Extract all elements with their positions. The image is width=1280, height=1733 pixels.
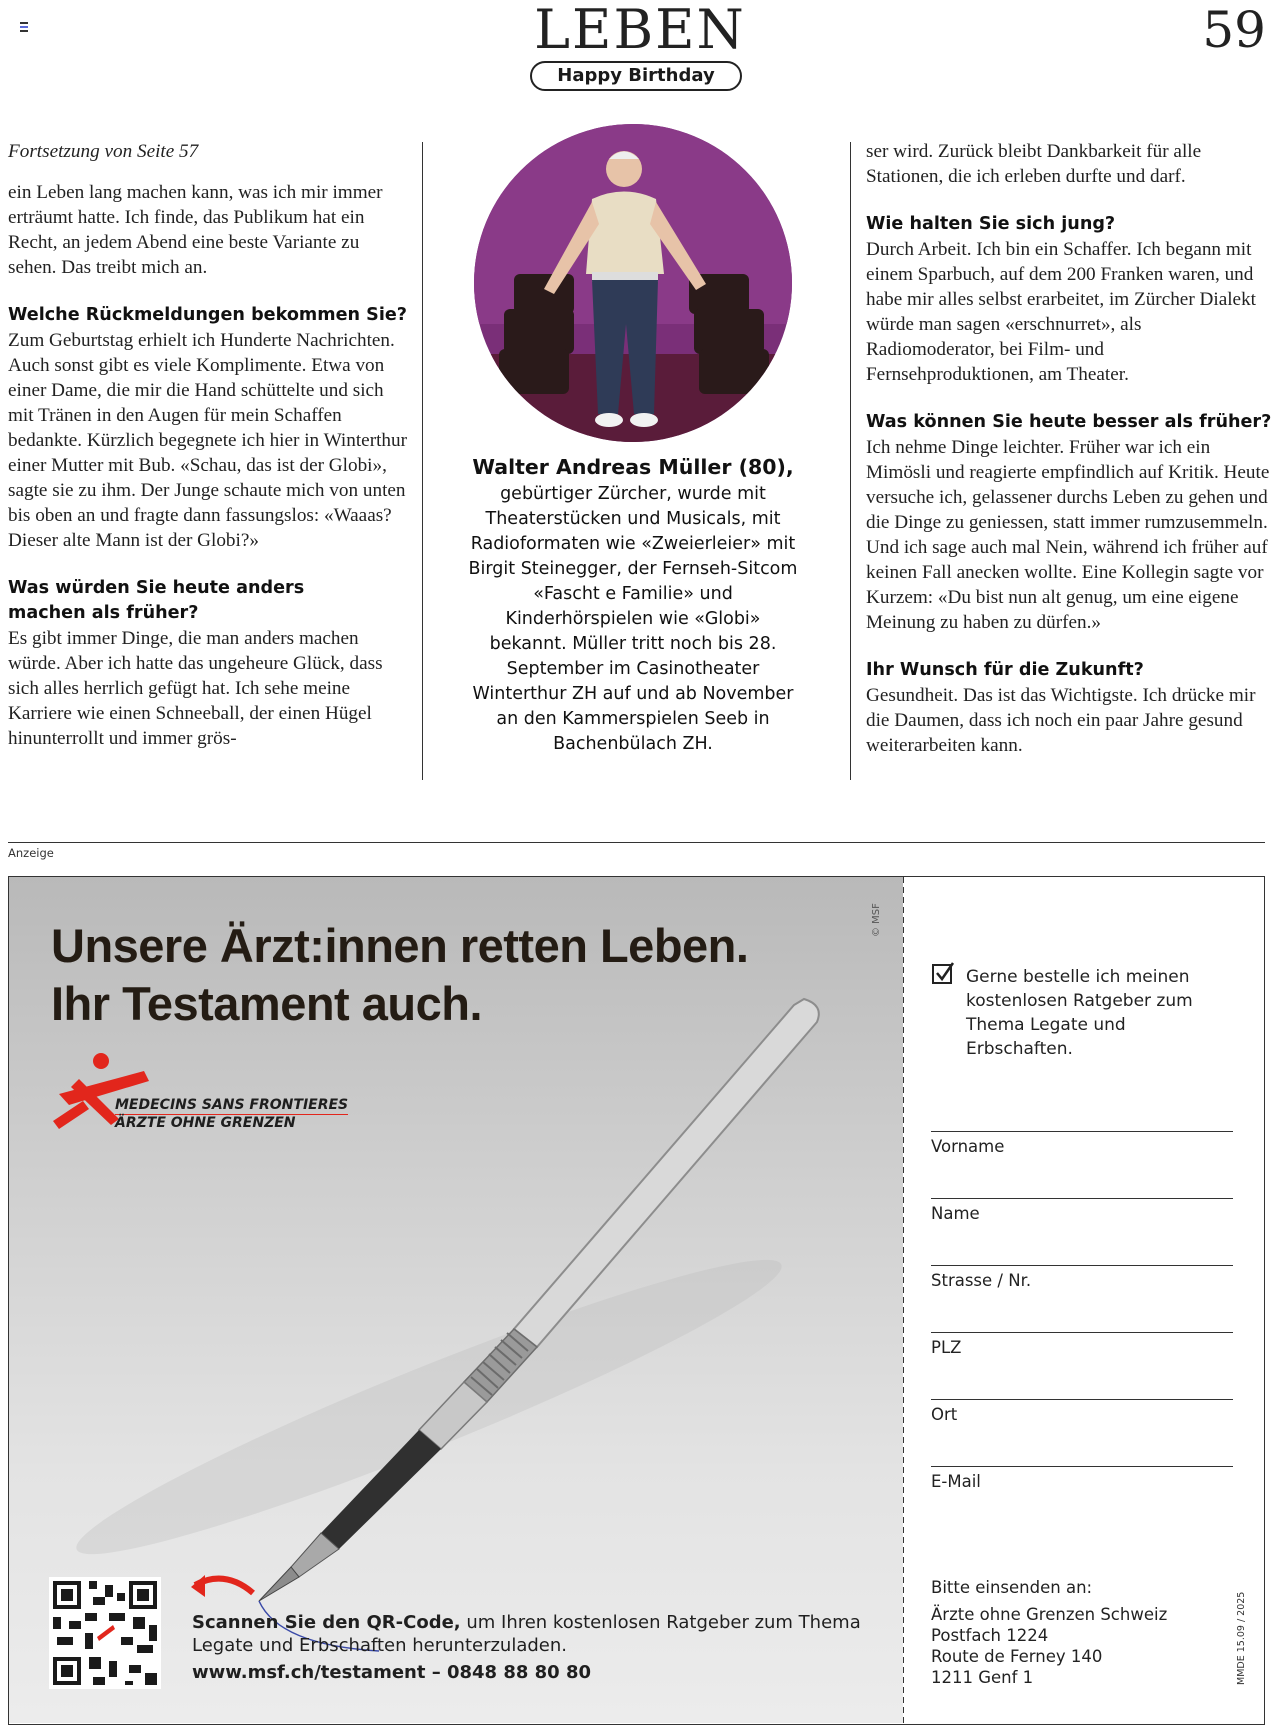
field-label: Name xyxy=(931,1204,980,1223)
field-label: Strasse / Nr. xyxy=(931,1271,1032,1290)
ad-label: Anzeige xyxy=(8,846,54,860)
answer-paragraph: Zum Geburtstag erhielt ich Hunderte Nachrichten. Auch sonst gibt es viele Komplimente. Etwa von einer Dame, die mir die Hand schüttelte und sich mit Tränen in den Augen für mein Schaffen bedankte. Kürzlich begegnete ich hier in Winterthur einer Mutter mit Bub. «Schau, das ist der Globi», sagte sie zu ihm. Der Junge schaute mich von unten bis oben an und fragte dann fassungslos: «Waaas? Dieser alte Mann ist der Globi?» xyxy=(8,330,407,551)
page-number: 59 xyxy=(1202,1,1266,59)
field-label: Ort xyxy=(931,1405,958,1424)
send-to-address xyxy=(931,1577,1167,1688)
name-field[interactable] xyxy=(931,1198,1233,1199)
street-field[interactable] xyxy=(931,1265,1233,1266)
question-heading: Wie halten Sie sich jung? xyxy=(866,214,1116,234)
field-label: Vorname xyxy=(931,1137,1005,1156)
continued-from: Fortsetzung von Seite 57 xyxy=(8,141,199,162)
section-tag: Happy Birthday xyxy=(530,61,742,91)
photo-credit: © MSF xyxy=(871,903,882,937)
question-heading: Ihr Wunsch für die Zukunft? xyxy=(866,660,1144,680)
email-field[interactable] xyxy=(931,1466,1233,1467)
headline-line-1: Unsere Ärzt:innen retten Leben. xyxy=(51,919,749,972)
answer-paragraph: Es gibt immer Dinge, die man anders machen würde. Aber ich hatte das ungeheure Glück, dass sich alles herrlich gefügt hat. Ich sehe meine Karriere wie einen Schneeball, der einen Hügel hinunterrollt und immer grös- xyxy=(8,628,383,749)
column-divider xyxy=(850,142,851,780)
address-line: Postfach 1224 xyxy=(931,1626,1049,1645)
field-label: PLZ xyxy=(931,1338,962,1357)
question-heading: Was können Sie heute besser als früher? xyxy=(866,412,1272,432)
ad-image xyxy=(9,877,903,1723)
address-line: Ärzte ohne Grenzen Schweiz xyxy=(931,1605,1168,1624)
qr-instructions-bold: Scannen Sie den QR-Code, xyxy=(192,1612,461,1633)
arrow-icon xyxy=(189,1567,261,1603)
contact-link[interactable]: www.msf.ch/testament – 0848 88 80 80 xyxy=(192,1662,592,1683)
ort-field[interactable] xyxy=(931,1399,1233,1400)
section-title: LEBEN xyxy=(534,0,746,61)
address-line: Route de Ferney 140 xyxy=(931,1647,1103,1666)
caption-name: Walter Andreas Müller (80), xyxy=(472,455,794,479)
portrait-photo xyxy=(474,124,792,442)
qr-instructions-text: um Ihren kostenlosen Ratgeber zum Thema Legate und Erbschaften herunterzuladen. xyxy=(192,1612,861,1656)
qr-code[interactable] xyxy=(49,1577,161,1689)
order-form xyxy=(904,877,1264,1723)
headline-line-2: Ihr Testament auch. xyxy=(51,977,483,1030)
address-line: 1211 Genf 1 xyxy=(931,1668,1034,1687)
question-heading: Welche Rückmeldungen bekommen Sie? xyxy=(8,305,408,325)
field-label: E-Mail xyxy=(931,1472,981,1491)
send-label: Bitte einsenden an: xyxy=(931,1578,1093,1597)
msf-logo xyxy=(49,1049,349,1143)
logo-text-1: MEDECINS SANS FRONTIERES xyxy=(115,1097,349,1113)
plz-field[interactable] xyxy=(931,1332,1233,1333)
vorname-field[interactable] xyxy=(931,1131,1233,1132)
answer-paragraph: Ich nehme Dinge leichter. Früher war ich ein Mimösli und reagierte empfindlich auf Kritik. Heute versuche ich, gelassener durchs Leben zu gehen und die Dinge zu geniessen, statt immer rumzusemmeln. Und ich sage auch mal Nein, während ich früher auf keinen Fall anecken wollte. Eine Kollegin sagte vor Kurzem: «Du bist nun alt genug, um eine eigene Meinung zu haben zu dürfen.» xyxy=(866,437,1270,633)
article-paragraph: ein Leben lang machen kann, was ich mir immer erträumt hatte. Ich finde, das Publikum hat ein Recht, an jedem Abend eine beste Variante zu sehen. Das treibt mich an. xyxy=(8,182,383,278)
ad-divider xyxy=(8,842,1265,843)
checkbox-label: Gerne bestelle ich meinen kostenlosen Ratgeber zum Thema Legate und Erbschaften. xyxy=(966,967,1193,1059)
qr-instructions xyxy=(192,1611,872,1657)
order-checkbox[interactable] xyxy=(931,961,955,985)
reference-code: MMDE 15.09 / 2025 xyxy=(1236,1591,1247,1685)
answer-paragraph: Durch Arbeit. Ich bin ein Schaffer. Ich begann mit einem Sparbuch, auf dem 200 Franken waren, und habe mir alles selbst erarbeitet, im Zürcher Dialekt würde man sagen «erschnurret», als Radiomoderator, bei Film- und Fernsehproduktionen, am Theater. xyxy=(866,239,1256,385)
advertisement xyxy=(8,876,1265,1725)
photo-caption xyxy=(468,455,798,757)
answer-paragraph: Gesundheit. Das ist das Wichtigste. Ich drücke mir die Daumen, dass ich noch ein paar Jahre gesund weiterarbeiten kann. xyxy=(866,685,1256,756)
question-heading: Was würden Sie heute anders machen als früher? xyxy=(8,578,305,623)
logo-text-2: ÄRZTE OHNE GRENZEN xyxy=(115,1115,296,1131)
column-divider xyxy=(422,142,423,780)
answer-paragraph: ser wird. Zurück bleibt Dankbarkeit für alle Stationen, die ich erleben durfte und darf. xyxy=(866,141,1202,187)
article-column-3 xyxy=(866,139,1274,781)
caption-text: gebürtiger Zürcher, wurde mit Theaterstücken und Musicals, mit Radioformaten wie «Zweierleier» mit Birgit Steinegger, der Fernseh-Sitcom «Fascht e Familie» und Kinderhörspielen wie «Globi» bekannt. Müller tritt noch bis 28. September im Casinotheater Winterthur ZH auf und ab November an den Kammerspielen Seeb in Bachenbülach ZH. xyxy=(468,484,798,754)
ad-headline xyxy=(51,917,748,1033)
article-column-1 xyxy=(8,139,408,774)
